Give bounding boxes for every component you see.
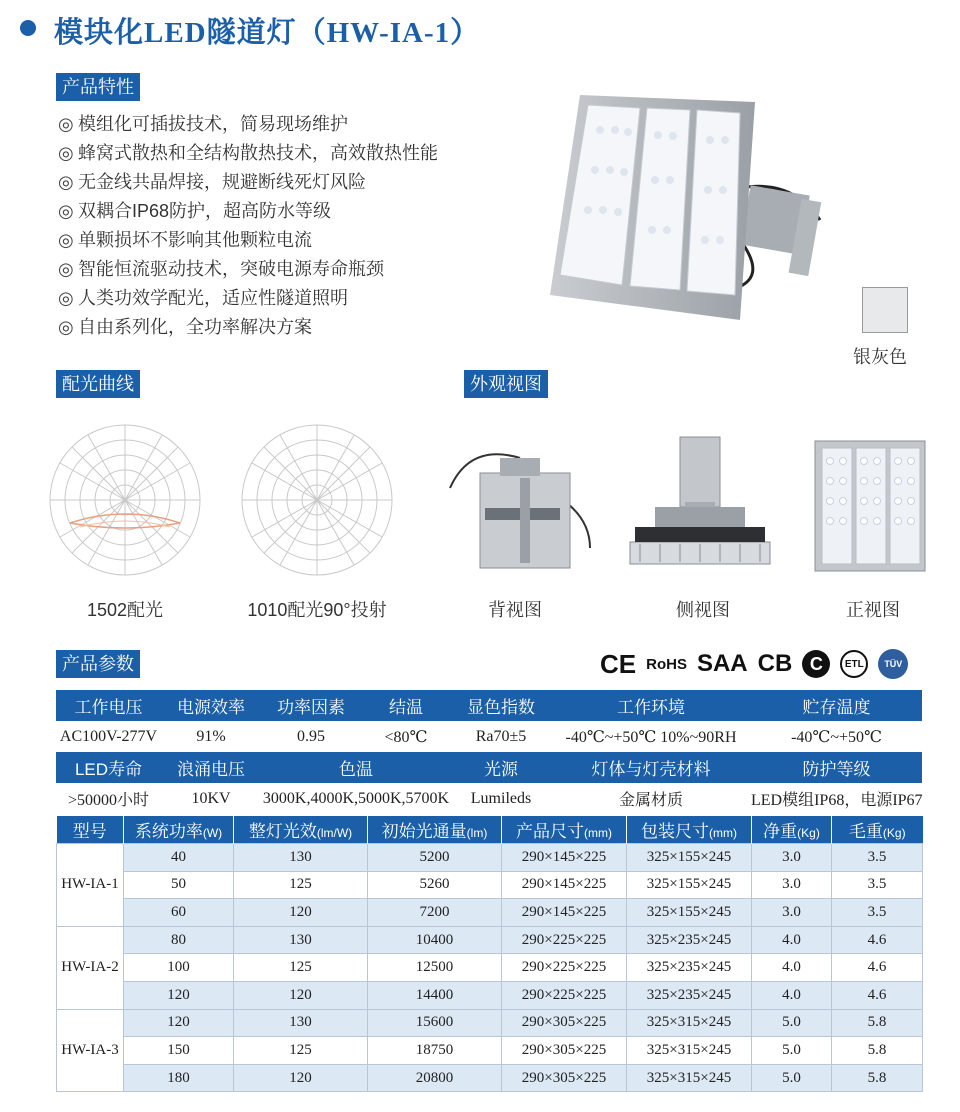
features-heading: 产品特性: [56, 73, 140, 101]
table-cell: 3.5: [832, 899, 923, 927]
table-cell: 100: [124, 954, 234, 982]
feature-item: ◎ 模组化可插拔技术，简易现场维护: [58, 110, 438, 139]
product-main-image: [540, 80, 830, 330]
table-cell: 20800: [368, 1064, 502, 1092]
table-cell: 4.6: [832, 926, 923, 954]
table-cell: 3.0: [752, 871, 832, 899]
cb-mark-icon: CB: [757, 650, 793, 677]
table-cell: 125: [234, 871, 368, 899]
table-cell: 3.0: [752, 899, 832, 927]
table-cell: 18750: [368, 1037, 502, 1065]
table-cell: 7200: [368, 899, 502, 927]
table-cell: 150: [124, 1037, 234, 1065]
feature-bullet-icon: ◎: [58, 259, 74, 279]
table-cell: 290×145×225: [502, 899, 627, 927]
table-cell: 4.0: [752, 981, 832, 1009]
table-cell: 10400: [368, 926, 502, 954]
back-view-image: [440, 438, 600, 578]
polar-curve-1010: [232, 415, 402, 585]
table-cell: 120: [124, 1009, 234, 1037]
table-row: [57, 954, 923, 982]
table-cell: 130: [234, 1009, 368, 1037]
table-cell: 5.8: [832, 1037, 923, 1065]
table-cell: 40: [124, 844, 234, 872]
table-row: [57, 926, 923, 954]
table-cell: 14400: [368, 981, 502, 1009]
table-cell: 120: [234, 1064, 368, 1092]
table-cell: 120: [234, 899, 368, 927]
model-table-header: [57, 816, 923, 844]
spec-value-row-2: >50000小时 10KV 3000K,4000K,5000K,5700K Lumileds 金属材质 LED模组IP68，电源IP67: [67, 789, 923, 809]
feature-list: [58, 110, 438, 342]
table-cell: 3.5: [832, 871, 923, 899]
back-view-caption: 背视图: [488, 600, 542, 620]
table-cell: 290×225×225: [502, 954, 627, 982]
table-cell: 15600: [368, 1009, 502, 1037]
table-cell: 290×145×225: [502, 844, 627, 872]
table-cell: 3.5: [832, 844, 923, 872]
table-cell: 4.0: [752, 954, 832, 982]
table-cell: 290×305×225: [502, 1064, 627, 1092]
feature-bullet-icon: ◎: [58, 317, 74, 337]
feature-bullet-icon: ◎: [58, 288, 74, 308]
column-header: 系统功率(W): [124, 816, 234, 844]
table-cell: 325×155×245: [627, 899, 752, 927]
table-cell: 325×155×245: [627, 871, 752, 899]
table-cell: 325×155×245: [627, 844, 752, 872]
table-row: [57, 1037, 923, 1065]
column-header: 净重(Kg): [752, 816, 832, 844]
table-row: [57, 1009, 923, 1037]
model-cell: HW-IA-1: [57, 844, 124, 927]
feature-bullet-icon: ◎: [58, 114, 74, 134]
table-cell: 325×235×245: [627, 926, 752, 954]
column-header: 整灯光效(lm/W): [234, 816, 368, 844]
table-cell: 5260: [368, 871, 502, 899]
appearance-heading: 外观视图: [464, 370, 548, 398]
table-cell: 120: [234, 981, 368, 1009]
ce-mark-icon: CE: [600, 648, 637, 679]
table-cell: 80: [124, 926, 234, 954]
table-cell: 4.6: [832, 954, 923, 982]
model-cell: HW-IA-2: [57, 926, 124, 1009]
table-cell: 120: [124, 981, 234, 1009]
table-cell: 325×235×245: [627, 981, 752, 1009]
column-header: 产品尺寸(mm): [502, 816, 627, 844]
table-cell: 5.0: [752, 1009, 832, 1037]
table-cell: 5.8: [832, 1009, 923, 1037]
side-view-image: [625, 432, 775, 582]
model-table: [56, 816, 923, 1092]
light-curve-caption-2: 1010配光90°投射: [247, 600, 387, 620]
feature-item: ◎ 双耦合IP68防护，超高防水等级: [58, 197, 438, 226]
front-view-image: [810, 436, 930, 576]
feature-bullet-icon: ◎: [58, 172, 74, 192]
title-bullet-icon: [20, 20, 36, 36]
spec-header-row-1: 工作电压 电源效率 功率因素 结温 显色指数 工作环境 贮存温度: [56, 690, 922, 721]
column-header: 毛重(Kg): [832, 816, 923, 844]
table-cell: 125: [234, 1037, 368, 1065]
etl-mark-icon: ETL: [840, 650, 868, 678]
feature-item: ◎ 蜂窝式散热和全结构散热技术，高效散热性能: [58, 139, 438, 168]
color-swatch: [862, 287, 908, 333]
table-row: [57, 871, 923, 899]
spec-value-row-1: AC100V-277V 91% 0.95 <80℃ Ra70±5 -40℃~+50℃ 10%~90RH -40℃~+50℃: [59, 727, 882, 746]
table-cell: 290×225×225: [502, 926, 627, 954]
feature-item: ◎ 自由系列化，全功率解决方案: [58, 313, 438, 342]
table-cell: 3.0: [752, 844, 832, 872]
table-row: [57, 981, 923, 1009]
table-cell: 290×305×225: [502, 1037, 627, 1065]
table-cell: 125: [234, 954, 368, 982]
saa-mark-icon: SAA: [696, 650, 748, 677]
table-cell: 60: [124, 899, 234, 927]
table-cell: 325×315×245: [627, 1009, 752, 1037]
table-row: [57, 1064, 923, 1092]
spec-table: [56, 690, 922, 814]
table-cell: 5.0: [752, 1064, 832, 1092]
front-view-caption: 正视图: [846, 600, 900, 620]
feature-item: ◎ 人类功效学配光，适应性隧道照明: [58, 284, 438, 313]
spec-header-row-2: LED寿命 浪涌电压 色温 光源 灯体与灯壳材料 防护等级: [56, 752, 922, 783]
feature-item: ◎ 无金线共晶焊接，规避断线死灯风险: [58, 168, 438, 197]
table-cell: 4.0: [752, 926, 832, 954]
table-cell: 5.0: [752, 1037, 832, 1065]
feature-item: ◎ 单颗损坏不影响其他颗粒电流: [58, 226, 438, 255]
certification-logos: [600, 646, 908, 682]
tuv-mark-icon: TÜV: [878, 649, 908, 679]
column-header: 型号: [57, 816, 124, 844]
table-cell: 12500: [368, 954, 502, 982]
ccc-mark-icon: C: [802, 650, 830, 678]
table-row: [57, 844, 923, 872]
table-cell: 325×315×245: [627, 1037, 752, 1065]
side-view-caption: 侧视图: [676, 600, 730, 620]
table-cell: 130: [234, 844, 368, 872]
table-cell: 5200: [368, 844, 502, 872]
rohs-mark-icon: RoHS: [646, 655, 687, 673]
table-row: [57, 899, 923, 927]
feature-item: ◎ 智能恒流驱动技术，突破电源寿命瓶颈: [58, 255, 438, 284]
polar-curve-1502: [40, 415, 210, 585]
color-label: 银灰色: [853, 347, 907, 367]
light-curve-caption-1: 1502配光: [86, 600, 164, 620]
feature-bullet-icon: ◎: [58, 230, 74, 250]
model-cell: HW-IA-3: [57, 1009, 124, 1092]
table-cell: 130: [234, 926, 368, 954]
table-cell: 290×225×225: [502, 981, 627, 1009]
feature-bullet-icon: ◎: [58, 201, 74, 221]
table-cell: 290×145×225: [502, 871, 627, 899]
feature-bullet-icon: ◎: [58, 143, 74, 163]
column-header: 包装尺寸(mm): [627, 816, 752, 844]
model-table-body: [57, 844, 923, 1092]
page-title: 模块化LED隧道灯（HW-IA-1）: [54, 17, 481, 49]
table-cell: 5.8: [832, 1064, 923, 1092]
table-cell: 4.6: [832, 981, 923, 1009]
params-heading: 产品参数: [56, 650, 140, 678]
table-cell: 325×235×245: [627, 954, 752, 982]
table-cell: 180: [124, 1064, 234, 1092]
table-cell: 290×305×225: [502, 1009, 627, 1037]
column-header: 初始光通量(lm): [368, 816, 502, 844]
light-curve-heading: 配光曲线: [56, 370, 140, 398]
table-cell: 325×315×245: [627, 1064, 752, 1092]
table-cell: 50: [124, 871, 234, 899]
